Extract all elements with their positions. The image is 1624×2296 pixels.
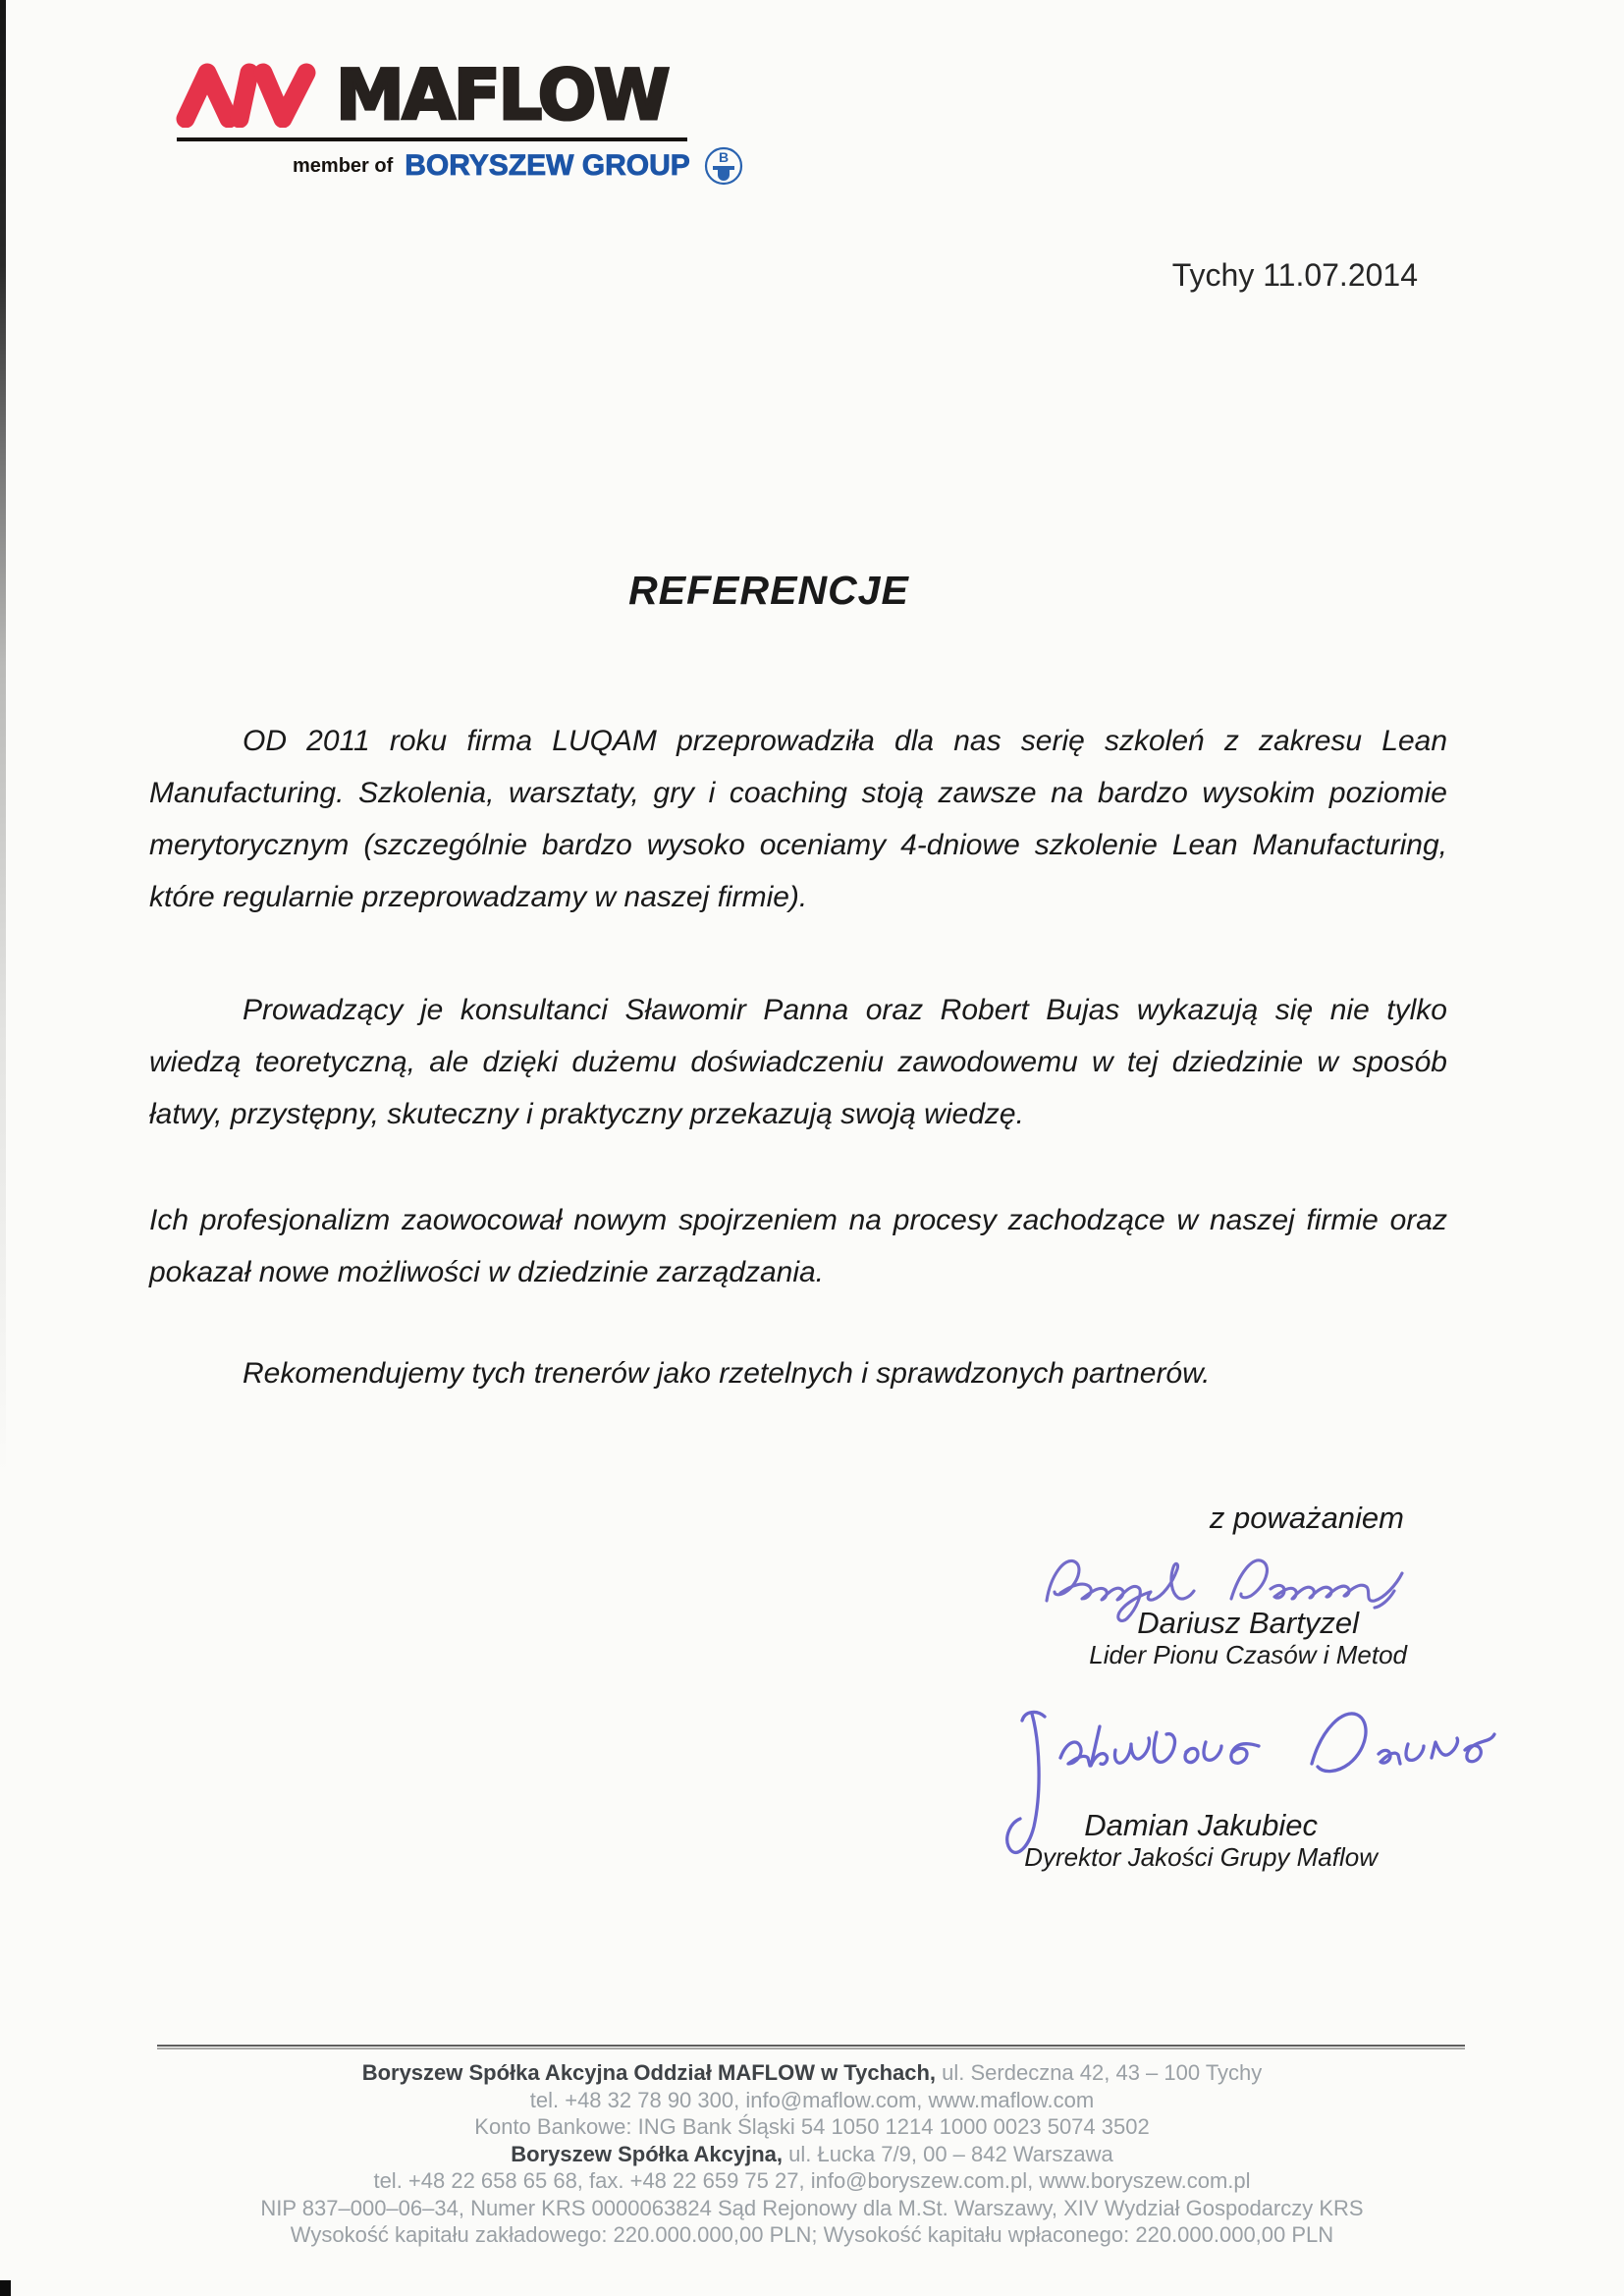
boryszew-group-wordmark: BORYSZEW GROUP	[405, 149, 690, 182]
maflow-logo-mark-icon	[175, 63, 330, 128]
footer-text: ul. Serdeczna 42, 43 – 100 Tychy	[936, 2060, 1263, 2085]
boryszew-group-line	[293, 143, 745, 189]
boryszew-badge-icon	[702, 143, 745, 189]
maflow-logo	[175, 55, 669, 136]
signatory-bartyzel	[1089, 1607, 1407, 1669]
footer-divider	[157, 2045, 1465, 2047]
footer-line	[0, 2141, 1624, 2168]
signatory-role: Dyrektor Jakości Grupy Maflow	[1024, 1842, 1378, 1872]
footer-line	[0, 2167, 1624, 2195]
footer-text: NIP 837–000–06–34, Numer KRS 0000063824 Sąd Rejonowy dla M.St. Warszawy, XIV Wydział Gospodarczy KRS	[260, 2195, 1364, 2220]
member-of-label: member of	[293, 154, 394, 177]
footer-text: Wysokość kapitału zakładowego: 220.000.000,00 PLN; Wysokość kapitału wpłaconego: 220.000.000,00 PLN	[290, 2222, 1334, 2247]
date-place-line: Tychy 11.07.2014	[1171, 257, 1418, 293]
signatory-name: Damian Jakubiec	[1084, 1808, 1319, 1842]
footer-line	[0, 2059, 1624, 2087]
footer-bold-text: Boryszew Spółka Akcyjna Oddział MAFLOW w Tychach,	[361, 2060, 937, 2085]
paragraph-1: OD 2011 roku firma LUQAM przeprowadziła dla nas serię szkoleń z zakresu Lean Manufacturing. Szkolenia, warsztaty, gry i coaching stoją zawsze na bardzo wysokim poziomie merytorycznym (szczególnie bardzo wysoko oceniamy 4-dniowe szkolenie Lean Manufacturing, które regularnie przeprowadzamy w naszej firmie).	[149, 725, 1447, 913]
signatory-jakubiec	[1024, 1809, 1378, 1872]
signatory-name: Dariusz Bartyzel	[1137, 1606, 1359, 1640]
svg-text:B: B	[718, 149, 729, 165]
paragraph-3: Ich profesjonalizm zaowocował nowym spojrzeniem na procesy zachodzące w naszej firmie oraz pokazał nowe możliwości w dziedzinie zarządzania.	[149, 1204, 1447, 1288]
footer-text: Konto Bankowe: ING Bank Śląski 54 1050 1214 1000 0023 5074 3502	[474, 2114, 1150, 2139]
footer-text: ul. Łucka 7/9, 00 – 842 Warszawa	[783, 2141, 1113, 2166]
scan-edge-artifact	[0, 0, 6, 1473]
footer-text: tel. +48 32 78 90 300, info@maflow.com, www.maflow.com	[529, 2087, 1095, 2112]
maflow-wordmark: MAFLOW	[336, 55, 669, 136]
footer-text: tel. +48 22 658 65 68, fax. +48 22 659 75 27, info@boryszew.com.pl, www.boryszew.com.pl	[373, 2168, 1251, 2193]
footer-line	[0, 2113, 1624, 2141]
footer-line	[0, 2087, 1624, 2114]
paragraph-4: Rekomendujemy tych trenerów jako rzetelnych i sprawdzonych partnerów.	[243, 1357, 1211, 1390]
footer-line	[0, 2195, 1624, 2222]
footer-bold-text: Boryszew Spółka Akcyjna,	[511, 2141, 784, 2166]
logo-underline	[177, 137, 687, 141]
footer-line	[0, 2221, 1624, 2249]
document-title: REFERENCJE	[628, 568, 909, 613]
footer-company-info	[0, 2059, 1624, 2249]
closing-salutation: z poważaniem	[1209, 1501, 1404, 1535]
paragraph-2: Prowadzący je konsultanci Sławomir Panna oraz Robert Bujas wykazują się nie tylko wiedzą teoretyczną, ale dzięki dużemu doświadczeniu zawodowemu w tej dziedzinie w sposób łatwy, przystępny, skuteczny i praktyczny przekazują swoją wiedzę.	[149, 994, 1447, 1130]
signatory-role: Lider Pionu Czasów i Metod	[1089, 1640, 1407, 1669]
scan-corner-blot	[0, 2280, 11, 2296]
